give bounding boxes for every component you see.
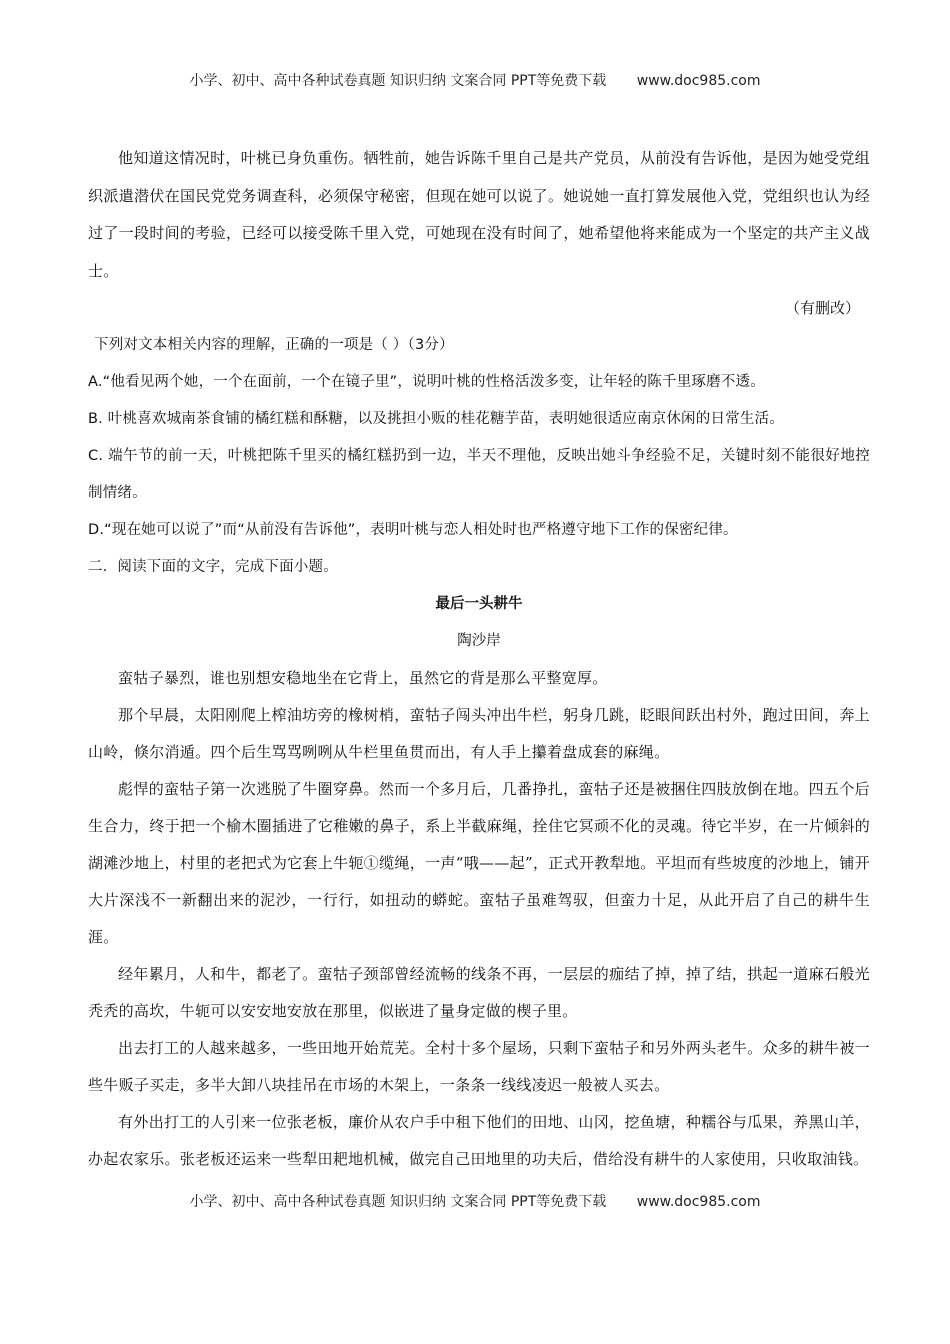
question-stem: 下列对文本相关内容的理解，正确的一项是（ ）（3分）: [94, 337, 454, 353]
option-b: B. 叶桃喜欢城南茶食铺的橘红糕和酥糖，以及挑担小贩的桂花糖芋苗，表明她很适应南京休闲的日常生活。: [88, 411, 784, 427]
option-c: C. 端午节的前一天，叶桃把陈千里买的橘红糕扔到一边，半天不理他，反映出她斗争经验不足，关键时刻不能很好地控制情绪。: [88, 448, 870, 501]
footer-site-link[interactable]: www.doc985.com: [636, 1194, 761, 1210]
section-heading: 二．阅读下面的文字，完成下面小题。: [88, 559, 338, 575]
story-author: 陶沙岸: [457, 633, 501, 649]
header-text: 小学、初中、高中各种试卷真题 知识归纳 文案合同 PPT等免费下载: [189, 73, 607, 89]
revision-note: （有删改）: [784, 299, 860, 317]
story-paragraph: 经年累月，人和牛，都老了。蛮牯子颈部曾经流畅的线条不再，一层层的痂结了掉，掉了结，拱起一道麻石般光秃秃的高坎，牛轭可以安安地安放在那里，似嵌进了量身定做的楔子里。: [88, 965, 870, 1020]
story-paragraph: 彪悍的蛮牯子第一次逃脱了牛圈穿鼻。然而一个多月后，几番挣扎，蛮牯子还是被捆住四肢放倒在地。四五个后生合力，终于把一个榆木圈插进了它稚嫩的鼻子，系上半截麻绳，拴住它冥顽不化的灵魂。待它半岁，在一片倾斜的湖滩沙地上，村里的老把式为它套上牛轭①缆绳，一声“哦——起”，正式开教犁地。平坦而有些坡度的沙地上，铺开大片深浅不一新翻出来的泥沙，一行行，如扭动的蟒蛇。蛮牯子虽难驾驭，但蛮力十足，从此开启了自己的耕牛生涯。: [88, 780, 870, 946]
story-title: 最后一头耕牛: [435, 596, 523, 612]
story-body: [88, 660, 870, 1178]
story-paragraph: 蛮牯子暴烈，谁也别想安稳地坐在它背上，虽然它的背是那么平整宽厚。: [118, 669, 608, 687]
story-paragraph: 那个早晨，太阳刚爬上榨油坊旁的橡树梢，蛮牯子闯头冲出牛栏，躬身几跳，眨眼间跃出村外，跑过田间，奔上山岭，倏尔消遁。四个后生骂骂咧咧从牛栏里鱼贯而出，有人手上攥着盘成套的麻绳。: [88, 706, 870, 761]
header-site-link[interactable]: www.doc985.com: [636, 73, 761, 89]
option-a: A.“他看见两个她，一个在面前，一个在镜子里”，说明叶桃的性格活泼多变，让年轻的陈千里琢磨不透。: [88, 374, 765, 390]
page-footer: [0, 1191, 950, 1211]
page-header: [0, 70, 950, 90]
footer-text: 小学、初中、高中各种试卷真题 知识归纳 文案合同 PPT等免费下载: [189, 1194, 607, 1210]
option-d: D.“现在她可以说了”而“从前没有告诉他”，表明叶桃与恋人相处时也严格遵守地下工作的保密纪律。: [88, 522, 738, 538]
story-paragraph: 出去打工的人越来越多，一些田地开始荒芜。全村十多个屋场，只剩下蛮牯子和另外两头老牛。众多的耕牛被一些牛贩子买走，多半大卸八块挂吊在市场的木架上，一条条一线线凌迟一般被人买去。: [88, 1039, 870, 1094]
story-paragraph: 有外出打工的人引来一位张老板，廉价从农户手中租下他们的田地、山冈，挖鱼塘，种糯谷与瓜果，养黑山羊，办起农家乐。张老板还运来一些犁田耙地机械，做完自己田地里的功夫后，借给没有耕牛的人家使用，只收取油钱。: [88, 1113, 870, 1168]
document-body: [88, 140, 870, 1178]
passage-end-paragraph: 他知道这情况时，叶桃已身负重伤。牺牲前，她告诉陈千里自己是共产党员，从前没有告诉他，是因为她受党组织派遣潜伏在国民党党务调查科，必须保守秘密，但现在她可以说了。她说她一直打算发展他入党，党组织也认为经过了一段时间的考验，已经可以接受陈千里入党，可她现在没有时间了，她希望他将来能成为一个坚定的共产主义战士。: [88, 149, 870, 280]
